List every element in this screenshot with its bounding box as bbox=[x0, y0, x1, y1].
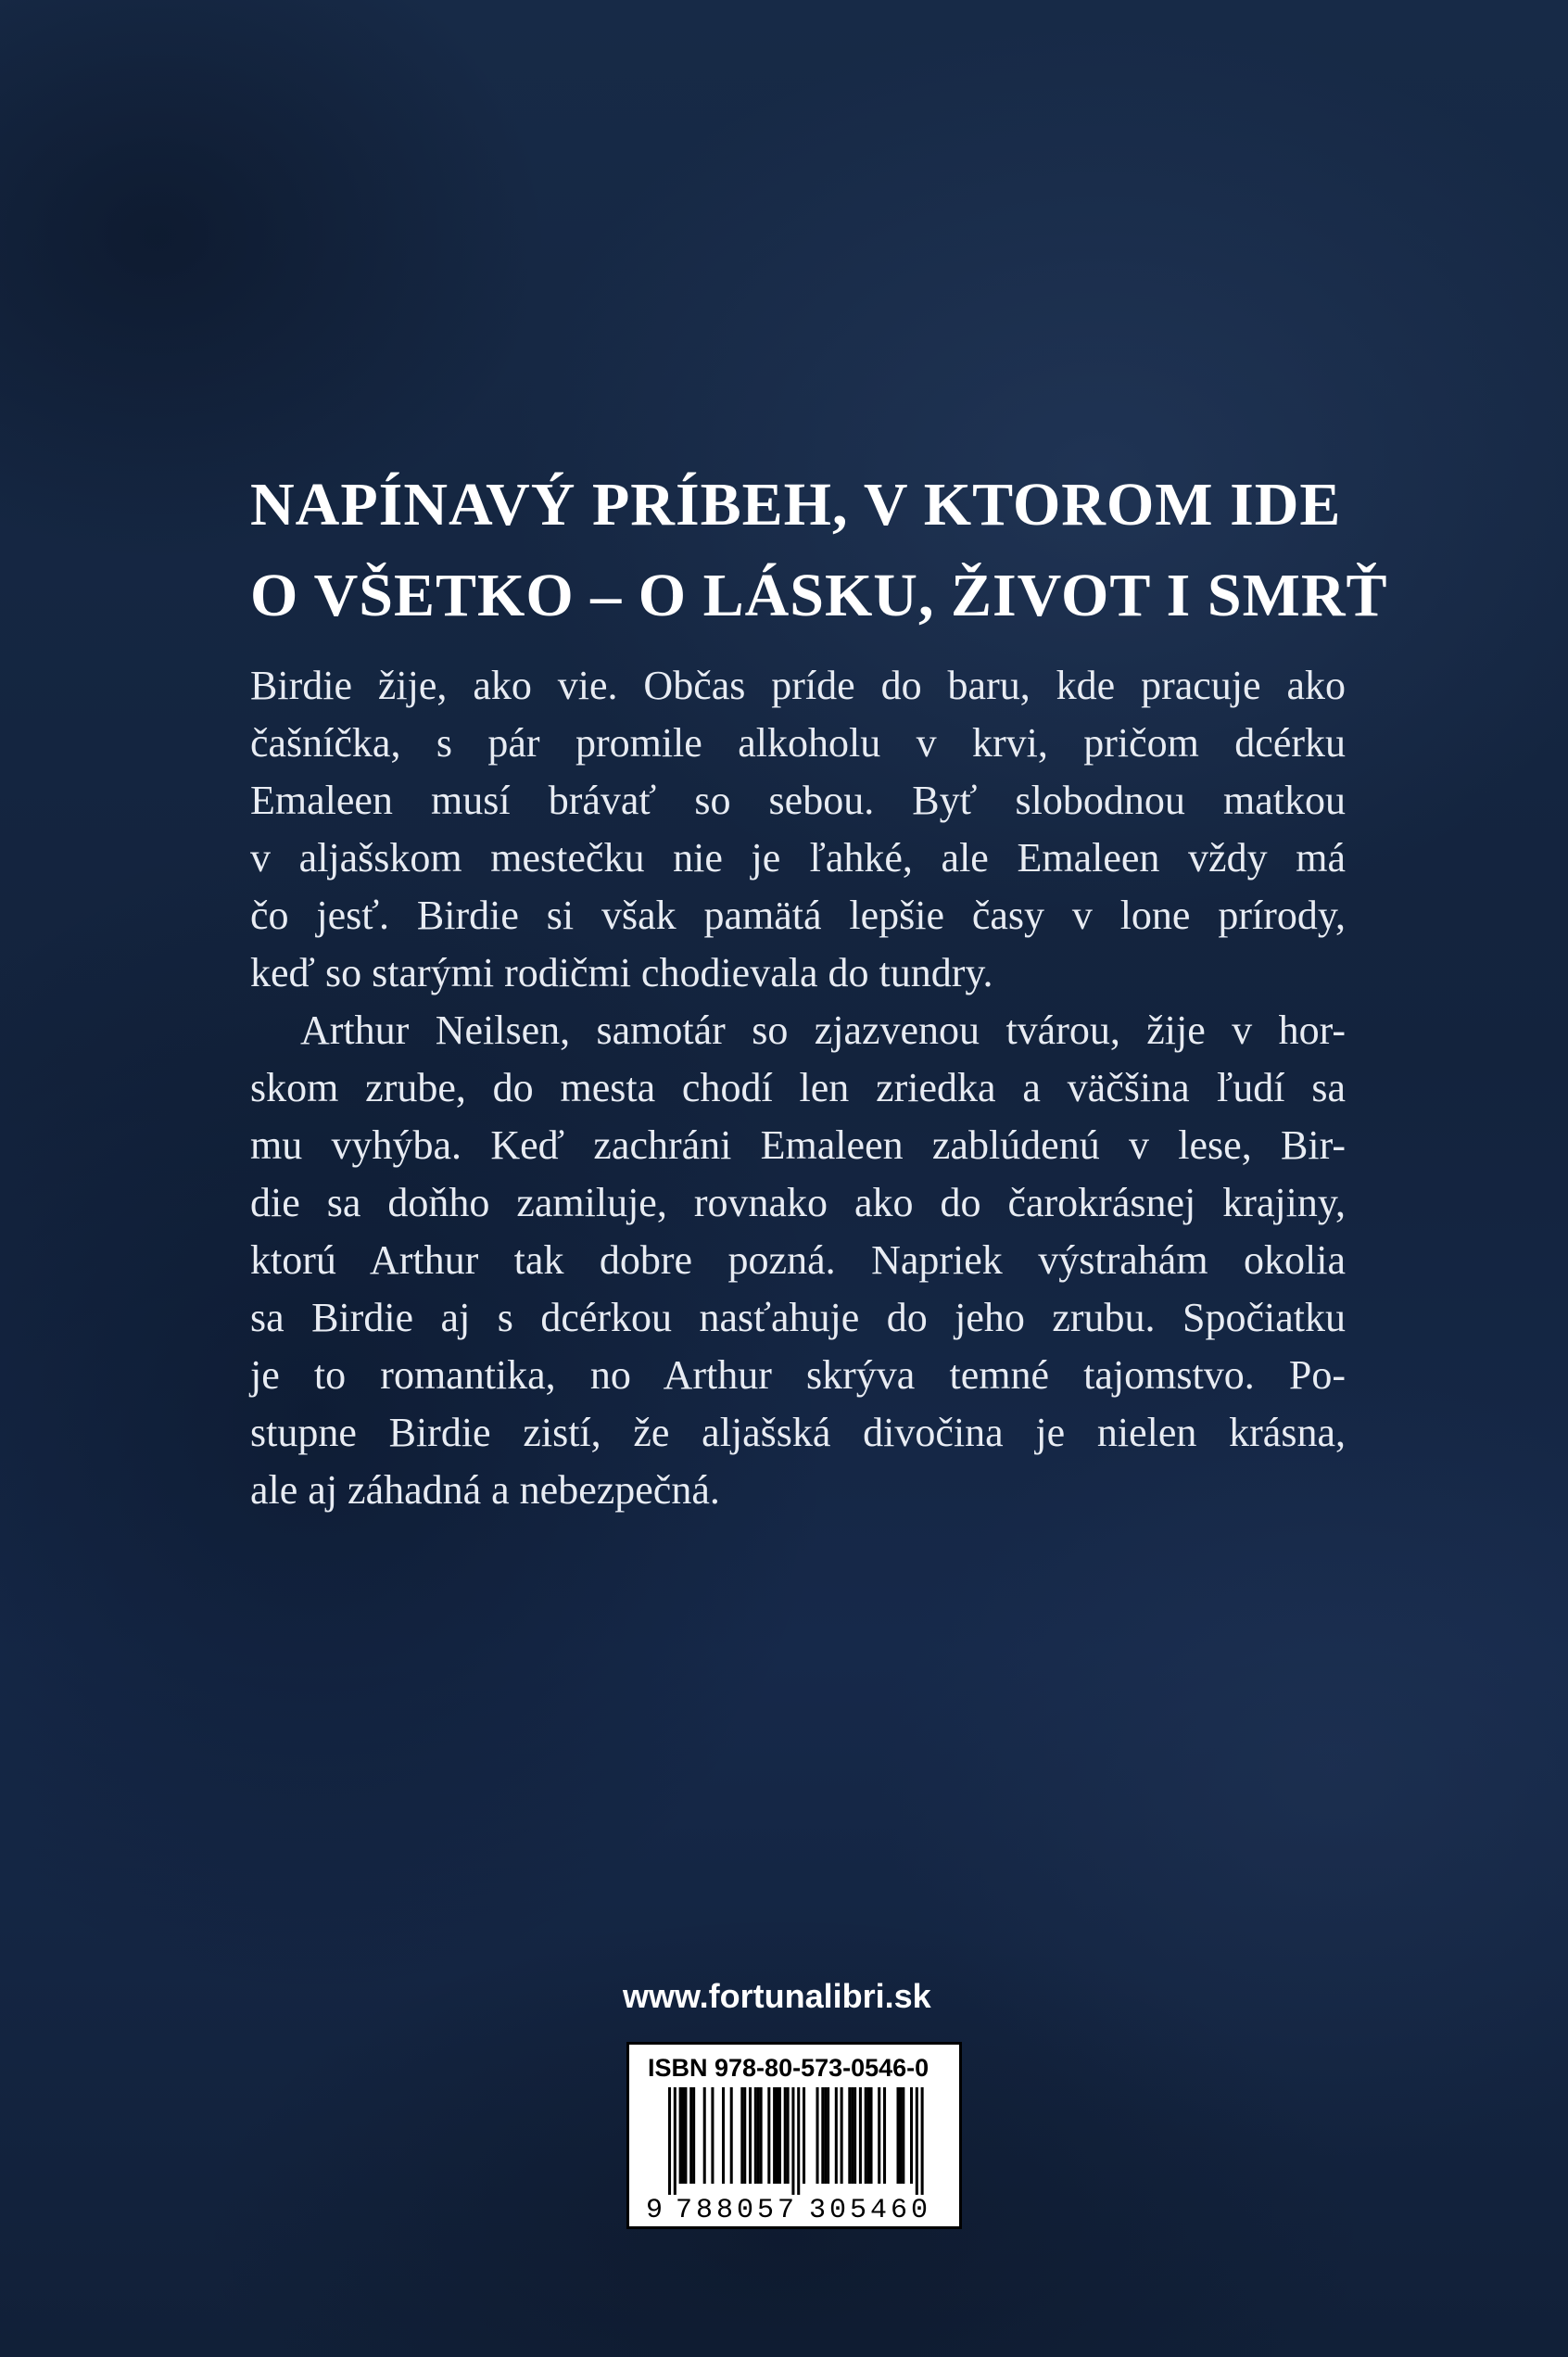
barcode-bar bbox=[897, 2087, 900, 2184]
blurb-line: stupne Birdie zistí, že aljašská divočina je nielen krásna, bbox=[250, 1410, 1346, 1455]
barcode-bar bbox=[689, 2087, 692, 2184]
blurb-line: Arthur Neilsen, samotár so zjazvenou tvárou, žije v hor- bbox=[300, 1007, 1346, 1053]
barcode-bar bbox=[821, 2087, 824, 2184]
barcode-bar bbox=[684, 2087, 687, 2184]
barcode-bar bbox=[767, 2087, 770, 2184]
blurb-line: die sa doňho zamiluje, rovnako ako do čarokrásnej krajiny, bbox=[250, 1180, 1346, 1225]
barcode-bar bbox=[668, 2087, 671, 2195]
barcode-bar bbox=[910, 2087, 913, 2184]
barcode-bar bbox=[703, 2087, 706, 2184]
barcode-bar bbox=[682, 2087, 685, 2184]
barcode-bars bbox=[668, 2087, 924, 2195]
barcode-bar bbox=[921, 2087, 924, 2195]
barcode-bar bbox=[692, 2087, 695, 2184]
barcode-bar bbox=[773, 2087, 776, 2184]
blurb-line: mu vyhýba. Keď zachráni Emaleen zablúdenú v lese, Bir- bbox=[250, 1122, 1346, 1168]
blurb-line: čo jesť. Birdie si však pamätá lepšie časy v lone prírody, bbox=[250, 893, 1346, 938]
barcode-bar bbox=[722, 2087, 725, 2184]
blurb-line: čašníčka, s pár promile alkoholu v krvi, pričom dcérku bbox=[250, 720, 1346, 766]
blurb-line: v aljašskom mestečku nie je ľahké, ale Emaleen vždy má bbox=[250, 835, 1346, 881]
blurb-line: ktorú Arthur tak dobre pozná. Napriek výstrahám okolia bbox=[250, 1237, 1346, 1283]
barcode-bar bbox=[740, 2087, 743, 2184]
barcode-bar bbox=[760, 2087, 763, 2184]
barcode-bar bbox=[859, 2087, 862, 2184]
barcode-bar bbox=[848, 2087, 851, 2184]
barcode-left-digits: 788057 bbox=[676, 2195, 794, 2223]
barcode-bar bbox=[870, 2087, 873, 2184]
barcode-image bbox=[644, 2087, 944, 2223]
isbn-label: ISBN 978-80-573-0546-0 bbox=[648, 2054, 929, 2082]
barcode-bar bbox=[865, 2087, 867, 2184]
barcode-bar bbox=[679, 2087, 682, 2184]
blurb-text bbox=[250, 657, 1346, 1519]
barcode-bar bbox=[824, 2087, 827, 2184]
barcode-bar bbox=[787, 2087, 790, 2184]
barcode-bar bbox=[841, 2087, 843, 2184]
isbn-barcode bbox=[626, 2042, 962, 2229]
barcode-bar bbox=[878, 2087, 880, 2184]
barcode-bar bbox=[784, 2087, 787, 2184]
headline bbox=[250, 460, 1388, 641]
barcode-bar bbox=[835, 2087, 838, 2184]
barcode-bar bbox=[851, 2087, 854, 2184]
barcode-bar bbox=[743, 2087, 746, 2184]
barcode-bar bbox=[674, 2087, 677, 2195]
barcode-bar bbox=[757, 2087, 760, 2184]
barcode-right-digits: 305460 bbox=[809, 2195, 928, 2223]
barcode-bar bbox=[827, 2087, 829, 2184]
barcode-bar bbox=[883, 2087, 886, 2184]
barcode-bar bbox=[899, 2087, 902, 2184]
barcode-bar bbox=[776, 2087, 778, 2184]
barcode-bar bbox=[778, 2087, 781, 2184]
barcode-bar bbox=[854, 2087, 856, 2184]
headline-line-1: NAPÍNAVÝ PRÍBEH, V KTOROM IDE bbox=[250, 471, 1342, 539]
blurb-line: Birdie žije, ako vie. Občas príde do baru, kde pracuje ako bbox=[250, 663, 1346, 708]
blurb-line: Emaleen musí brávať so sebou. Byť slobodnou matkou bbox=[250, 778, 1346, 823]
barcode-bar bbox=[791, 2087, 794, 2195]
barcode-bar bbox=[797, 2087, 800, 2195]
barcode-bar bbox=[749, 2087, 752, 2184]
barcode-bar bbox=[816, 2087, 819, 2184]
barcode-first-digit: 9 bbox=[646, 2195, 664, 2223]
publisher-website: www.fortunalibri.sk bbox=[623, 1977, 931, 2015]
blurb-line: ale aj záhadná a nebezpečná. bbox=[250, 1467, 720, 1513]
headline-line-2: O VŠETKO – O LÁSKU, ŽIVOT I SMRŤ bbox=[250, 562, 1388, 629]
barcode-bar bbox=[867, 2087, 870, 2184]
blurb-line: sa Birdie aj s dcérkou nasťahuje do jeho zrubu. Spočiatku bbox=[250, 1295, 1346, 1340]
blurb-line: skom zrube, do mesta chodí len zriedka a väčšina ľudí sa bbox=[250, 1065, 1346, 1110]
blurb-line: je to romantika, no Arthur skrýva temné tajomstvo. Po- bbox=[250, 1352, 1346, 1398]
barcode-bar bbox=[730, 2087, 733, 2184]
barcode-bar bbox=[902, 2087, 904, 2184]
blurb-line: keď so starými rodičmi chodievala do tundry. bbox=[250, 950, 993, 995]
barcode-bar bbox=[916, 2087, 918, 2195]
barcode-bar bbox=[803, 2087, 805, 2184]
barcode-bar bbox=[754, 2087, 757, 2184]
barcode-bar bbox=[711, 2087, 714, 2184]
